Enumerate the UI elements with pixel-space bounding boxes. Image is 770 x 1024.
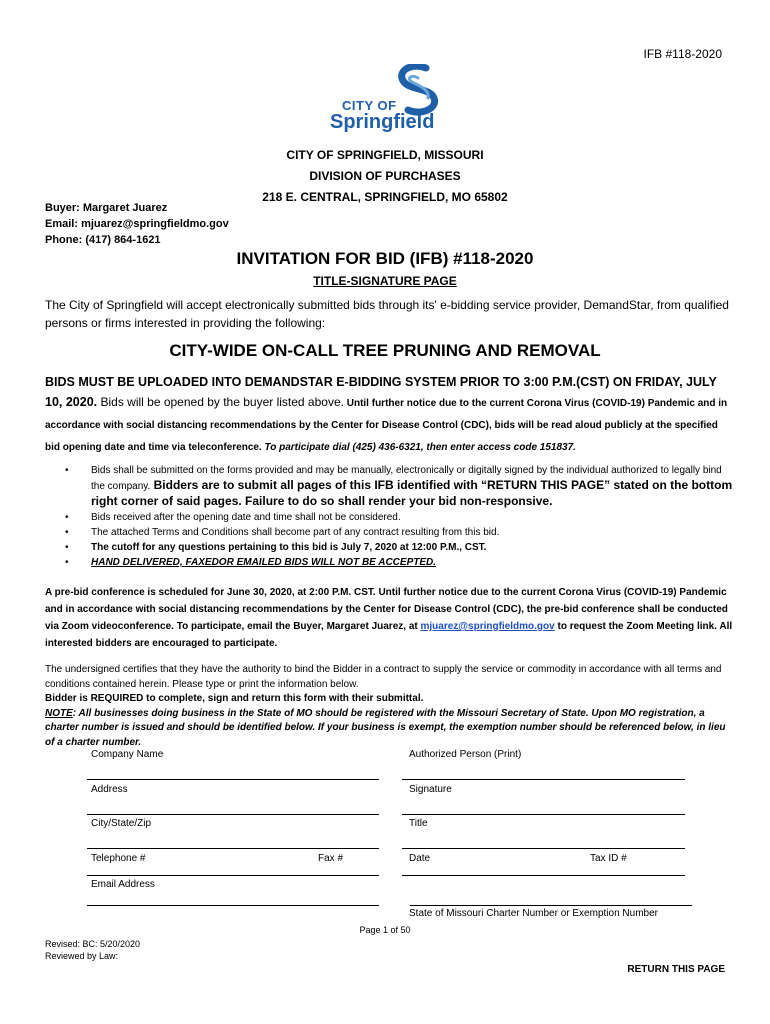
note-label: NOTE — [45, 707, 73, 719]
deadline-opening: Bids will be opened by the buyer listed above. — [97, 395, 344, 409]
buyer-phone: Phone: (417) 864-1621 — [45, 234, 161, 246]
label-company-name: Company Name — [91, 749, 164, 760]
bullet-marker: • — [65, 557, 69, 568]
project-title: CITY-WIDE ON-CALL TREE PRUNING AND REMOVAL — [169, 341, 601, 360]
page-subtitle: TITLE-SIGNATURE PAGE — [313, 274, 457, 288]
prebid-paragraph — [45, 584, 735, 652]
label-authorized-person: Authorized Person (Print) — [409, 749, 522, 760]
bullet-1-text: Bids shall be submitted on the forms provided and may be manually, electronically or digitally signed by the individual authorized to legally bind the company. — [91, 465, 722, 492]
intro-paragraph: The City of Springfield will accept electronically submitted bids through its' e-bidding service provider, DemandStar, from qualified persons or firms interested in providing the following: — [45, 298, 729, 330]
agency-line-2: DIVISION OF PURCHASES — [309, 169, 461, 183]
label-telephone: Telephone # — [91, 853, 146, 864]
address-line[interactable] — [87, 814, 379, 815]
email-address-line[interactable] — [87, 905, 379, 906]
certify-text: The undersigned certifies that they have the authority to bind the Bidder in a contract to supply the service or commodity in accordance with all terms and conditions contained herein. Please type or print the information below. — [45, 664, 722, 690]
label-city-state-zip: City/State/Zip — [91, 818, 152, 829]
buyer-block — [45, 200, 229, 248]
label-tax-id: Tax ID # — [590, 853, 627, 864]
label-charter-number: State of Missouri Charter Number or Exemption Number — [409, 908, 658, 919]
signature-line[interactable] — [402, 814, 685, 815]
list-item — [45, 525, 735, 540]
ifb-reference: IFB #118-2020 — [643, 47, 722, 61]
buyer-name: Buyer: Margaret Juarez — [45, 202, 168, 214]
label-fax: Fax # — [318, 853, 344, 864]
city-state-zip-line[interactable] — [87, 848, 379, 849]
label-title: Title — [409, 818, 428, 829]
note-text: : All businesses doing business in the State of MO should be registered with the Missouri Secretary of State. Upon MO registration, a charter number is issued and should be identified below. If your business is exempt, the exemption number should be referenced below, in lieu of a charter number. — [45, 707, 726, 748]
bullet-marker: • — [65, 527, 69, 538]
page-number: Page 1 of 50 — [359, 925, 411, 935]
revised-date: Revised: BC: 5/20/2020 — [45, 939, 141, 949]
bullet-2-text: Bids received after the opening date and time shall not be considered. — [91, 512, 401, 523]
revision-block — [45, 938, 140, 962]
label-email-address: Email Address — [91, 879, 155, 890]
list-item — [45, 540, 735, 555]
label-signature: Signature — [409, 784, 452, 795]
return-this-page-label: RETURN THIS PAGE — [627, 964, 725, 975]
list-item — [45, 555, 735, 570]
deadline-covid: Until further notice due to the current Corona Virus (COVID-19) Pandemic and in accordance with social distancing recommendations by the Center for Disease Control (CDC), bids will be read aloud publicly at the specified bid opening date and time via teleconference. — [45, 398, 728, 453]
deadline-dial: To participate dial (425) 436-6321, then enter access code 151837. — [261, 442, 576, 453]
agency-block — [0, 145, 770, 208]
certification-block — [45, 663, 735, 750]
logo-springfield: Springfield — [330, 111, 435, 133]
list-item — [45, 510, 735, 525]
bullet-marker: • — [65, 465, 69, 476]
prebid-lead: A pre-bid conference is scheduled for June 30, 2020, at 2:00 P.M. CST. Until further notice due to the current Corona Virus (COVID-19) Pandemic and in accordance with social distancing recommendations by the Center for Disease Control (CDC), the pre-bid conference shall be conducted via Zoom videoconference. To participate, email the Buyer, Margaret Juarez, at — [45, 587, 728, 632]
list-item — [45, 463, 735, 510]
agency-line-3: 218 E. CENTRAL, SPRINGFIELD, MO 65802 — [262, 190, 508, 204]
bullet-marker: • — [65, 512, 69, 523]
date-taxid-line[interactable] — [402, 875, 685, 876]
bullet-1-bold: Bidders are to submit all pages of this IFB identified with “RETURN THIS PAGE” stated on the bottom right corner of said pages. Failure to do so shall render your bid non-responsive. — [91, 478, 733, 508]
buyer-email: Email: mjuarez@springfieldmo.gov — [45, 218, 229, 230]
certify-required: Bidder is REQUIRED to complete, sign and return this form with their submittal. — [45, 693, 424, 704]
city-logo — [326, 64, 446, 140]
deadline-lead: BIDS MUST BE UPLOADED INTO DEMANDSTAR E-BIDDING SYSTEM PRIOR TO 3:00 P.M.(CST) ON FRIDAY, JULY 10, 2020. — [45, 375, 717, 409]
page-title: INVITATION FOR BID (IFB) #118-2020 — [236, 249, 534, 268]
reviewed-by: Reviewed by Law: — [45, 951, 119, 961]
agency-line-1: CITY OF SPRINGFIELD, MISSOURI — [286, 148, 484, 162]
authorized-person-line[interactable] — [402, 779, 685, 780]
charter-number-line[interactable] — [410, 905, 692, 906]
label-date: Date — [409, 853, 431, 864]
requirements-list — [45, 463, 735, 570]
title-line[interactable] — [402, 848, 685, 849]
telephone-fax-line[interactable] — [87, 875, 379, 876]
bullet-3-text: The attached Terms and Conditions shall become part of any contract resulting from this bid. — [91, 527, 500, 538]
prebid-tail: to request the Zoom Meeting link. All interested bidders are encouraged to participate. — [45, 621, 733, 649]
bullet-5-text: HAND DELIVERED, FAXEDOR EMAILED BIDS WILL NOT BE ACCEPTED. — [91, 557, 437, 568]
bullet-marker: • — [65, 542, 69, 553]
bullet-4-text: The cutoff for any questions pertaining to this bid is July 7, 2020 at 12:00 P.M., CST. — [91, 542, 487, 553]
deadline-paragraph — [45, 372, 735, 458]
logo-city-of: CITY OF — [342, 98, 397, 113]
company-name-line[interactable] — [87, 779, 379, 780]
buyer-email-link[interactable]: mjuarez@springfieldmo.gov — [420, 621, 555, 632]
label-address: Address — [91, 784, 128, 795]
